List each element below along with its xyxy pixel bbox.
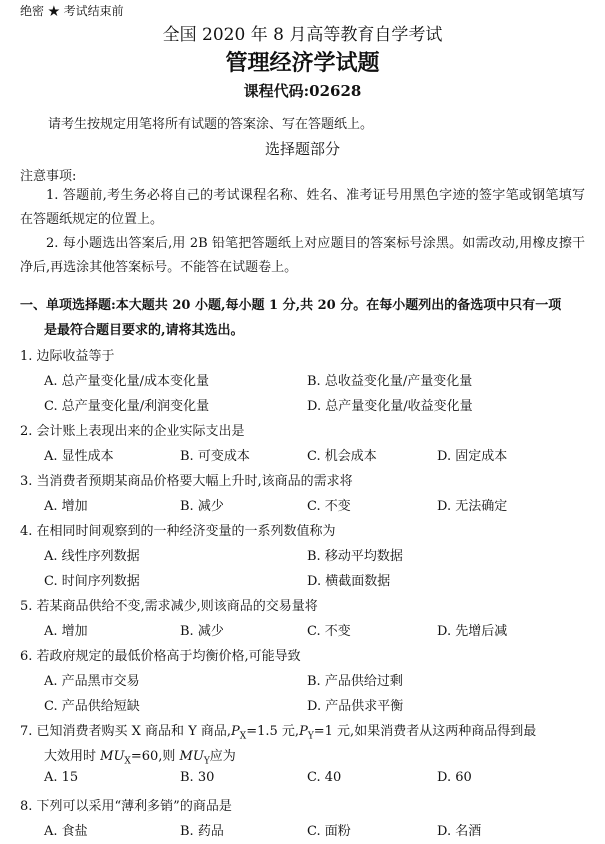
q7-mux-symbol: MU <box>100 749 125 764</box>
option-c: C. 不变 <box>307 624 351 639</box>
option-c: C. 产品供给短缺 <box>44 699 140 714</box>
option-c: C. 总产量变化量/利润变化量 <box>44 399 210 414</box>
q7-muy-symbol: MU <box>179 749 204 764</box>
question-stem: 6. 若政府规定的最低价格高于均衡价格,可能导致 <box>20 649 301 664</box>
option-d: D. 名酒 <box>437 824 482 839</box>
q7-stem-part: 7. 已知消费者购买 X 商品和 Y 商品, <box>20 724 232 739</box>
option-d: D. 固定成本 <box>437 449 508 464</box>
option-b: B. 减少 <box>180 499 224 514</box>
q7-line2-text: 大效用时 <box>44 749 101 764</box>
q7-line2-end: 应为 <box>209 749 236 764</box>
option-b: B. 减少 <box>180 624 224 639</box>
notes-heading: 注意事项: <box>20 169 77 184</box>
question-stem: 1. 边际收益等于 <box>20 349 115 364</box>
option-a: A. 总产量变化量/成本变化量 <box>44 374 210 389</box>
question-stem: 5. 若某商品供给不变,需求减少,则该商品的交易量将 <box>20 599 318 614</box>
secret-label: 绝密 ★ 考试结束前 <box>20 4 124 18</box>
question-stem: 2. 会计账上表现出来的企业实际支出是 <box>20 424 245 439</box>
option-b: B. 总收益变化量/产量变化量 <box>307 374 473 389</box>
course-code: 课程代码:02628 <box>243 82 362 100</box>
q7-px-value: =1.5 元, <box>246 724 300 739</box>
exam-title: 全国 2020 年 8 月高等教育自学考试 <box>162 25 443 45</box>
option-d: D. 先增后减 <box>437 624 508 639</box>
note-item: 2. 每小题选出答案后,用 2B 铅笔把答题纸上对应题目的答案标号涂黑。如需改动,用橡皮擦干净后,再选涂其他答案标号。不能答在试题卷上。 <box>20 236 585 275</box>
option-c: C. 面粉 <box>307 824 351 839</box>
section-title: 选择题部分 <box>264 140 340 158</box>
option-a: A. 产品黑市交易 <box>44 674 140 689</box>
option-c: C. 40 <box>307 770 342 785</box>
option-b: B. 移动平均数据 <box>307 549 403 564</box>
note-item: 1. 答题前,考生务必将自己的考试课程名称、姓名、准考证号用黑色字迹的签字笔或钢笔填写在答题纸规定的位置上。 <box>20 188 585 227</box>
option-c: C. 不变 <box>307 499 351 514</box>
q7-mux-subscript: X <box>124 756 131 767</box>
option-c: C. 机会成本 <box>307 449 377 464</box>
q7-px-symbol: P <box>231 724 240 739</box>
part-instructions-line1: 一、单项选择题:本大题共 20 小题,每小题 1 分,共 20 分。在每小题列出的备选项中只有一项 <box>20 298 562 313</box>
subject-title: 管理经济学试题 <box>225 50 380 76</box>
option-b: B. 可变成本 <box>180 449 250 464</box>
option-d: D. 产品供求平衡 <box>307 699 404 714</box>
option-a: A. 食盐 <box>44 824 88 839</box>
option-c: C. 时间序列数据 <box>44 574 140 589</box>
option-d: D. 无法确定 <box>437 499 508 514</box>
part-instructions-line2: 是最符合题目要求的,请将其选出。 <box>44 323 244 338</box>
option-a: A. 增加 <box>44 499 88 514</box>
answer-notice: 请考生按规定用笔将所有试题的答案涂、写在答题纸上。 <box>48 117 374 132</box>
option-b: B. 产品供给过剩 <box>307 674 403 689</box>
q7-py-symbol: P <box>299 724 308 739</box>
option-d: D. 60 <box>437 770 472 785</box>
part-instructions <box>20 293 590 343</box>
option-a: A. 增加 <box>44 624 88 639</box>
option-d: D. 横截面数据 <box>307 574 391 589</box>
question-stem: 3. 当消费者预期某商品价格要大幅上升时,该商品的需求将 <box>20 474 353 489</box>
q7-px-subscript: X <box>239 731 247 742</box>
question-stem: 4. 在相同时间观察到的一种经济变量的一系列数值称为 <box>20 524 336 539</box>
option-d: D. 总产量变化量/收益变化量 <box>307 399 473 414</box>
option-a: A. 15 <box>44 770 79 785</box>
option-a: A. 线性序列数据 <box>44 549 140 564</box>
q7-mux-value: =60,则 <box>130 749 180 764</box>
question-stem-line2 <box>44 745 236 767</box>
option-b: B. 药品 <box>180 824 224 839</box>
option-a: A. 显性成本 <box>44 449 114 464</box>
q7-muy-subscript: Y <box>203 756 210 767</box>
question-stem <box>20 720 536 742</box>
option-b: B. 30 <box>180 770 215 785</box>
q7-py-subscript: Y <box>307 731 314 742</box>
q7-py-value: =1 元,如果消费者从这两种商品得到最 <box>313 724 537 739</box>
question-stem: 8. 下列可以采用“薄利多销”的商品是 <box>20 799 232 814</box>
